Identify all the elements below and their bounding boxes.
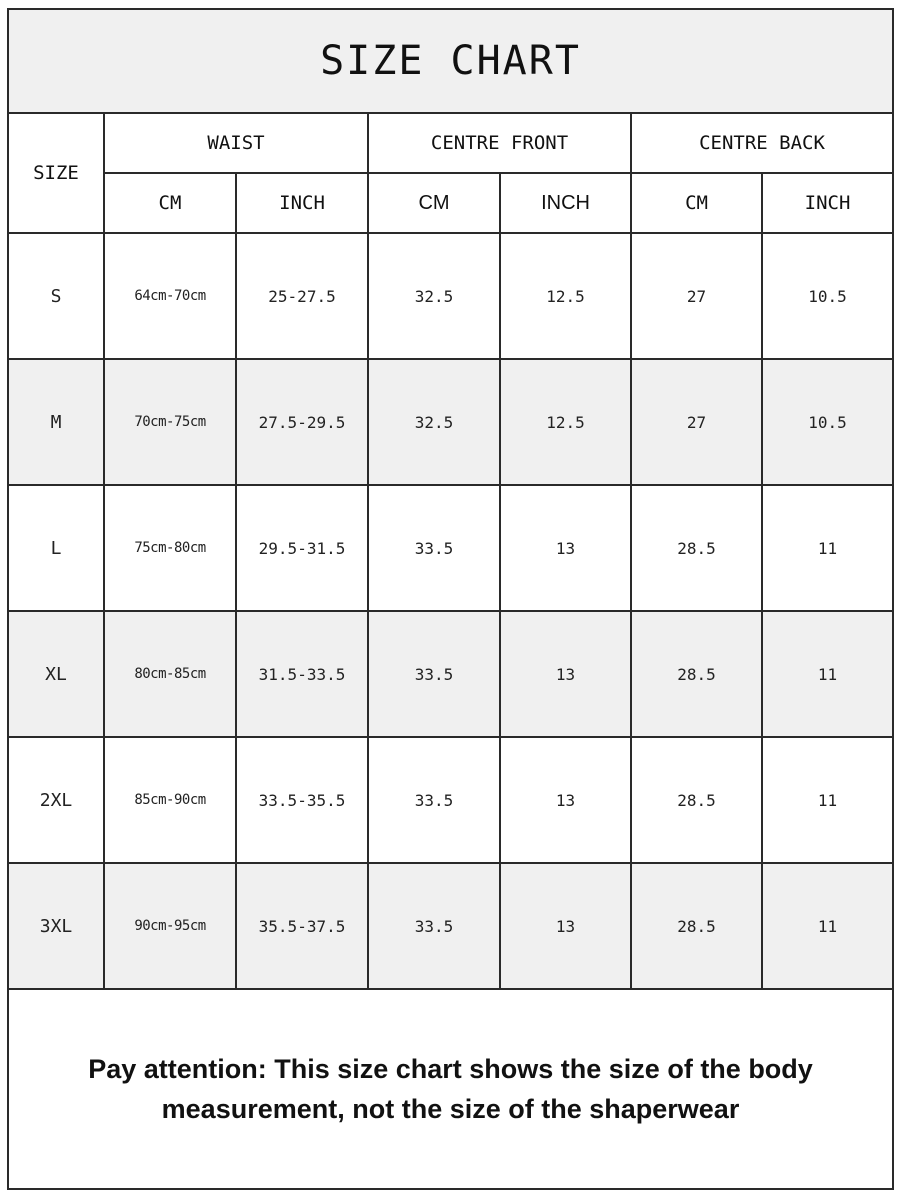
- back-cm-cell: 28.5: [631, 485, 762, 611]
- note-line-1: Pay attention: This size chart shows the size of the body: [88, 1054, 813, 1084]
- front-cm-cell: 32.5: [368, 359, 500, 485]
- size-cell: 2XL: [9, 737, 104, 863]
- back-cm-cell: 28.5: [631, 611, 762, 737]
- back-cm-cell: 27: [631, 233, 762, 359]
- table-row: [9, 233, 892, 359]
- centre-front-group-header: CENTRE FRONT: [368, 114, 631, 173]
- waist-cm-cell: 90cm-95cm: [104, 863, 236, 989]
- front-inch-cell: 13: [500, 737, 631, 863]
- table-row: [9, 359, 892, 485]
- back-inch-cell: 11: [762, 863, 892, 989]
- back-cm-cell: 28.5: [631, 863, 762, 989]
- front-cm-cell: 32.5: [368, 233, 500, 359]
- waist-inch-header: INCH: [236, 173, 368, 233]
- waist-inch-cell: 33.5-35.5: [236, 737, 368, 863]
- front-cm-cell: 33.5: [368, 737, 500, 863]
- waist-inch-cell: 29.5-31.5: [236, 485, 368, 611]
- size-cell: XL: [9, 611, 104, 737]
- waist-cm-header: CM: [104, 173, 236, 233]
- page-title: SIZE CHART: [320, 38, 581, 84]
- back-inch-cell: 10.5: [762, 233, 892, 359]
- title-bar: [9, 10, 892, 114]
- size-cell: 3XL: [9, 863, 104, 989]
- size-table: [9, 114, 892, 990]
- size-column-header: SIZE: [9, 114, 104, 233]
- front-cm-cell: 33.5: [368, 611, 500, 737]
- waist-cm-cell: 80cm-85cm: [104, 611, 236, 737]
- front-inch-cell: 12.5: [500, 359, 631, 485]
- size-cell: L: [9, 485, 104, 611]
- waist-group-header: WAIST: [104, 114, 368, 173]
- back-cm-cell: 27: [631, 359, 762, 485]
- waist-cm-cell: 70cm-75cm: [104, 359, 236, 485]
- note-line-2: measurement, not the size of the shaperwear: [161, 1094, 740, 1124]
- waist-cm-cell: 85cm-90cm: [104, 737, 236, 863]
- size-cell: M: [9, 359, 104, 485]
- back-inch-cell: 11: [762, 485, 892, 611]
- waist-cm-cell: 75cm-80cm: [104, 485, 236, 611]
- centre-back-group-header: CENTRE BACK: [631, 114, 892, 173]
- back-cm-header: CM: [631, 173, 762, 233]
- waist-inch-cell: 35.5-37.5: [236, 863, 368, 989]
- front-inch-header: INCH: [500, 173, 631, 233]
- size-chart-frame: [7, 8, 894, 1190]
- waist-inch-cell: 25-27.5: [236, 233, 368, 359]
- size-cell: S: [9, 233, 104, 359]
- front-cm-cell: 33.5: [368, 863, 500, 989]
- front-inch-cell: 12.5: [500, 233, 631, 359]
- front-inch-cell: 13: [500, 485, 631, 611]
- front-inch-cell: 13: [500, 863, 631, 989]
- back-inch-cell: 11: [762, 611, 892, 737]
- waist-inch-cell: 31.5-33.5: [236, 611, 368, 737]
- table-row: [9, 737, 892, 863]
- table-row: [9, 863, 892, 989]
- attention-note: [9, 990, 892, 1188]
- back-inch-header: INCH: [762, 173, 892, 233]
- front-inch-cell: 13: [500, 611, 631, 737]
- back-cm-cell: 28.5: [631, 737, 762, 863]
- table-row: [9, 611, 892, 737]
- back-inch-cell: 11: [762, 737, 892, 863]
- table-row: [9, 485, 892, 611]
- waist-inch-cell: 27.5-29.5: [236, 359, 368, 485]
- back-inch-cell: 10.5: [762, 359, 892, 485]
- waist-cm-cell: 64cm-70cm: [104, 233, 236, 359]
- front-cm-header: CM: [368, 173, 500, 233]
- front-cm-cell: 33.5: [368, 485, 500, 611]
